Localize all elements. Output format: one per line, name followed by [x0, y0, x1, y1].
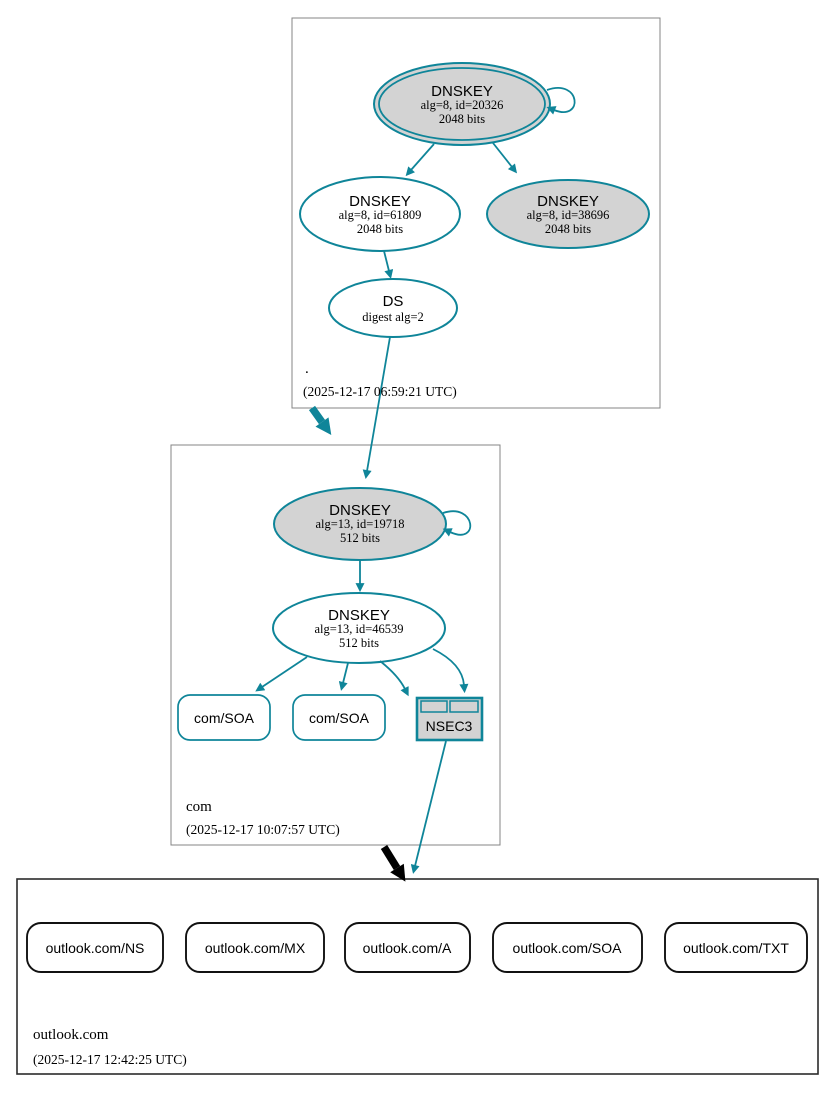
- com-zsk-title: DNSKEY: [328, 607, 390, 624]
- outlook-txt-label: outlook.com/TXT: [683, 940, 789, 956]
- edge-com-ksk-self-sign: [443, 511, 470, 535]
- com-ksk-detail1: alg=13, id=19718: [315, 517, 405, 531]
- root-ksk2-dnskey-node[interactable]: [487, 180, 649, 248]
- outlook-ns-node[interactable]: [27, 923, 163, 972]
- outlook-soa-label: outlook.com/SOA: [512, 940, 622, 956]
- com-soa-node-a[interactable]: [178, 695, 270, 740]
- com-zsk-detail1: alg=13, id=46539: [314, 622, 404, 636]
- root-zsk-dnskey-node[interactable]: [300, 177, 460, 251]
- edge-root-ksk-to-ksk2: [493, 143, 512, 167]
- root-ksk-dnskey-node[interactable]: [374, 63, 550, 145]
- edge-root-ksk-self-sign: [547, 88, 575, 112]
- edge-com-zsk-to-nsec3-right: [433, 649, 464, 685]
- zone-timestamp-com: (2025-12-17 10:07:57 UTC): [186, 822, 340, 837]
- root-ksk-title: DNSKEY: [431, 83, 493, 100]
- root-ksk2-detail2: 2048 bits: [544, 222, 592, 236]
- zone-timestamp-root: (2025-12-17 06:59:21 UTC): [303, 384, 457, 399]
- com-zsk-dnskey-node[interactable]: [273, 593, 445, 663]
- outlook-ns-label: outlook.com/NS: [45, 940, 145, 956]
- root-ksk2-title: DNSKEY: [537, 193, 599, 210]
- root-zsk-detail1: alg=8, id=61809: [338, 208, 422, 222]
- root-ds-title: DS: [382, 293, 404, 310]
- com-nsec3-cell-right: [450, 701, 478, 712]
- root-ksk-detail1: alg=8, id=20326: [420, 98, 504, 112]
- root-ksk-detail2: 2048 bits: [438, 112, 486, 126]
- zone-name-outlook: outlook.com: [33, 1027, 109, 1043]
- zone-box-outlook: [17, 879, 818, 1074]
- com-nsec3-node[interactable]: [417, 698, 482, 740]
- root-zsk-detail2: 2048 bits: [356, 222, 404, 236]
- edge-com-zsk-to-soa-a: [262, 657, 307, 687]
- com-ksk-dnskey-node[interactable]: [274, 488, 446, 560]
- outlook-mx-label: outlook.com/MX: [204, 940, 306, 956]
- com-nsec3-cell-left: [421, 701, 447, 712]
- edge-com-nsec3-to-outlook: [415, 741, 446, 866]
- root-zsk-title: DNSKEY: [349, 193, 411, 210]
- outlook-a-label: outlook.com/A: [362, 940, 452, 956]
- zone-name-com: com: [186, 799, 212, 815]
- zone-timestamp-outlook: (2025-12-17 12:42:25 UTC): [33, 1052, 187, 1067]
- outlook-a-node[interactable]: [345, 923, 470, 972]
- com-ksk-detail2: 512 bits: [340, 531, 380, 545]
- com-soa-b-label: com/SOA: [309, 710, 369, 726]
- com-zsk-detail2: 512 bits: [339, 636, 379, 650]
- edge-root-ksk-to-zsk: [411, 144, 434, 170]
- root-ksk2-detail1: alg=8, id=38696: [526, 208, 610, 222]
- zone-name-root: .: [305, 361, 309, 377]
- edge-com-zsk-to-soa-b: [343, 663, 348, 683]
- root-ds-node[interactable]: [329, 279, 457, 337]
- root-ds-detail1: digest alg=2: [362, 310, 424, 324]
- edge-com-zsk-to-nsec3-left: [380, 661, 405, 689]
- com-soa-a-label: com/SOA: [194, 710, 254, 726]
- outlook-soa-node[interactable]: [493, 923, 642, 972]
- outlook-txt-node[interactable]: [665, 923, 807, 972]
- outlook-mx-node[interactable]: [186, 923, 324, 972]
- edge-root-zsk-to-ds: [384, 251, 389, 271]
- com-ksk-title: DNSKEY: [329, 502, 391, 519]
- com-soa-node-b[interactable]: [293, 695, 385, 740]
- edge-secure-delegation-root-to-com: [312, 408, 322, 422]
- com-nsec3-label: NSEC3: [425, 718, 473, 734]
- edge-root-ds-to-com-ksk: [367, 337, 390, 471]
- edge-insecure-delegation-com-to-outlook: [384, 847, 397, 868]
